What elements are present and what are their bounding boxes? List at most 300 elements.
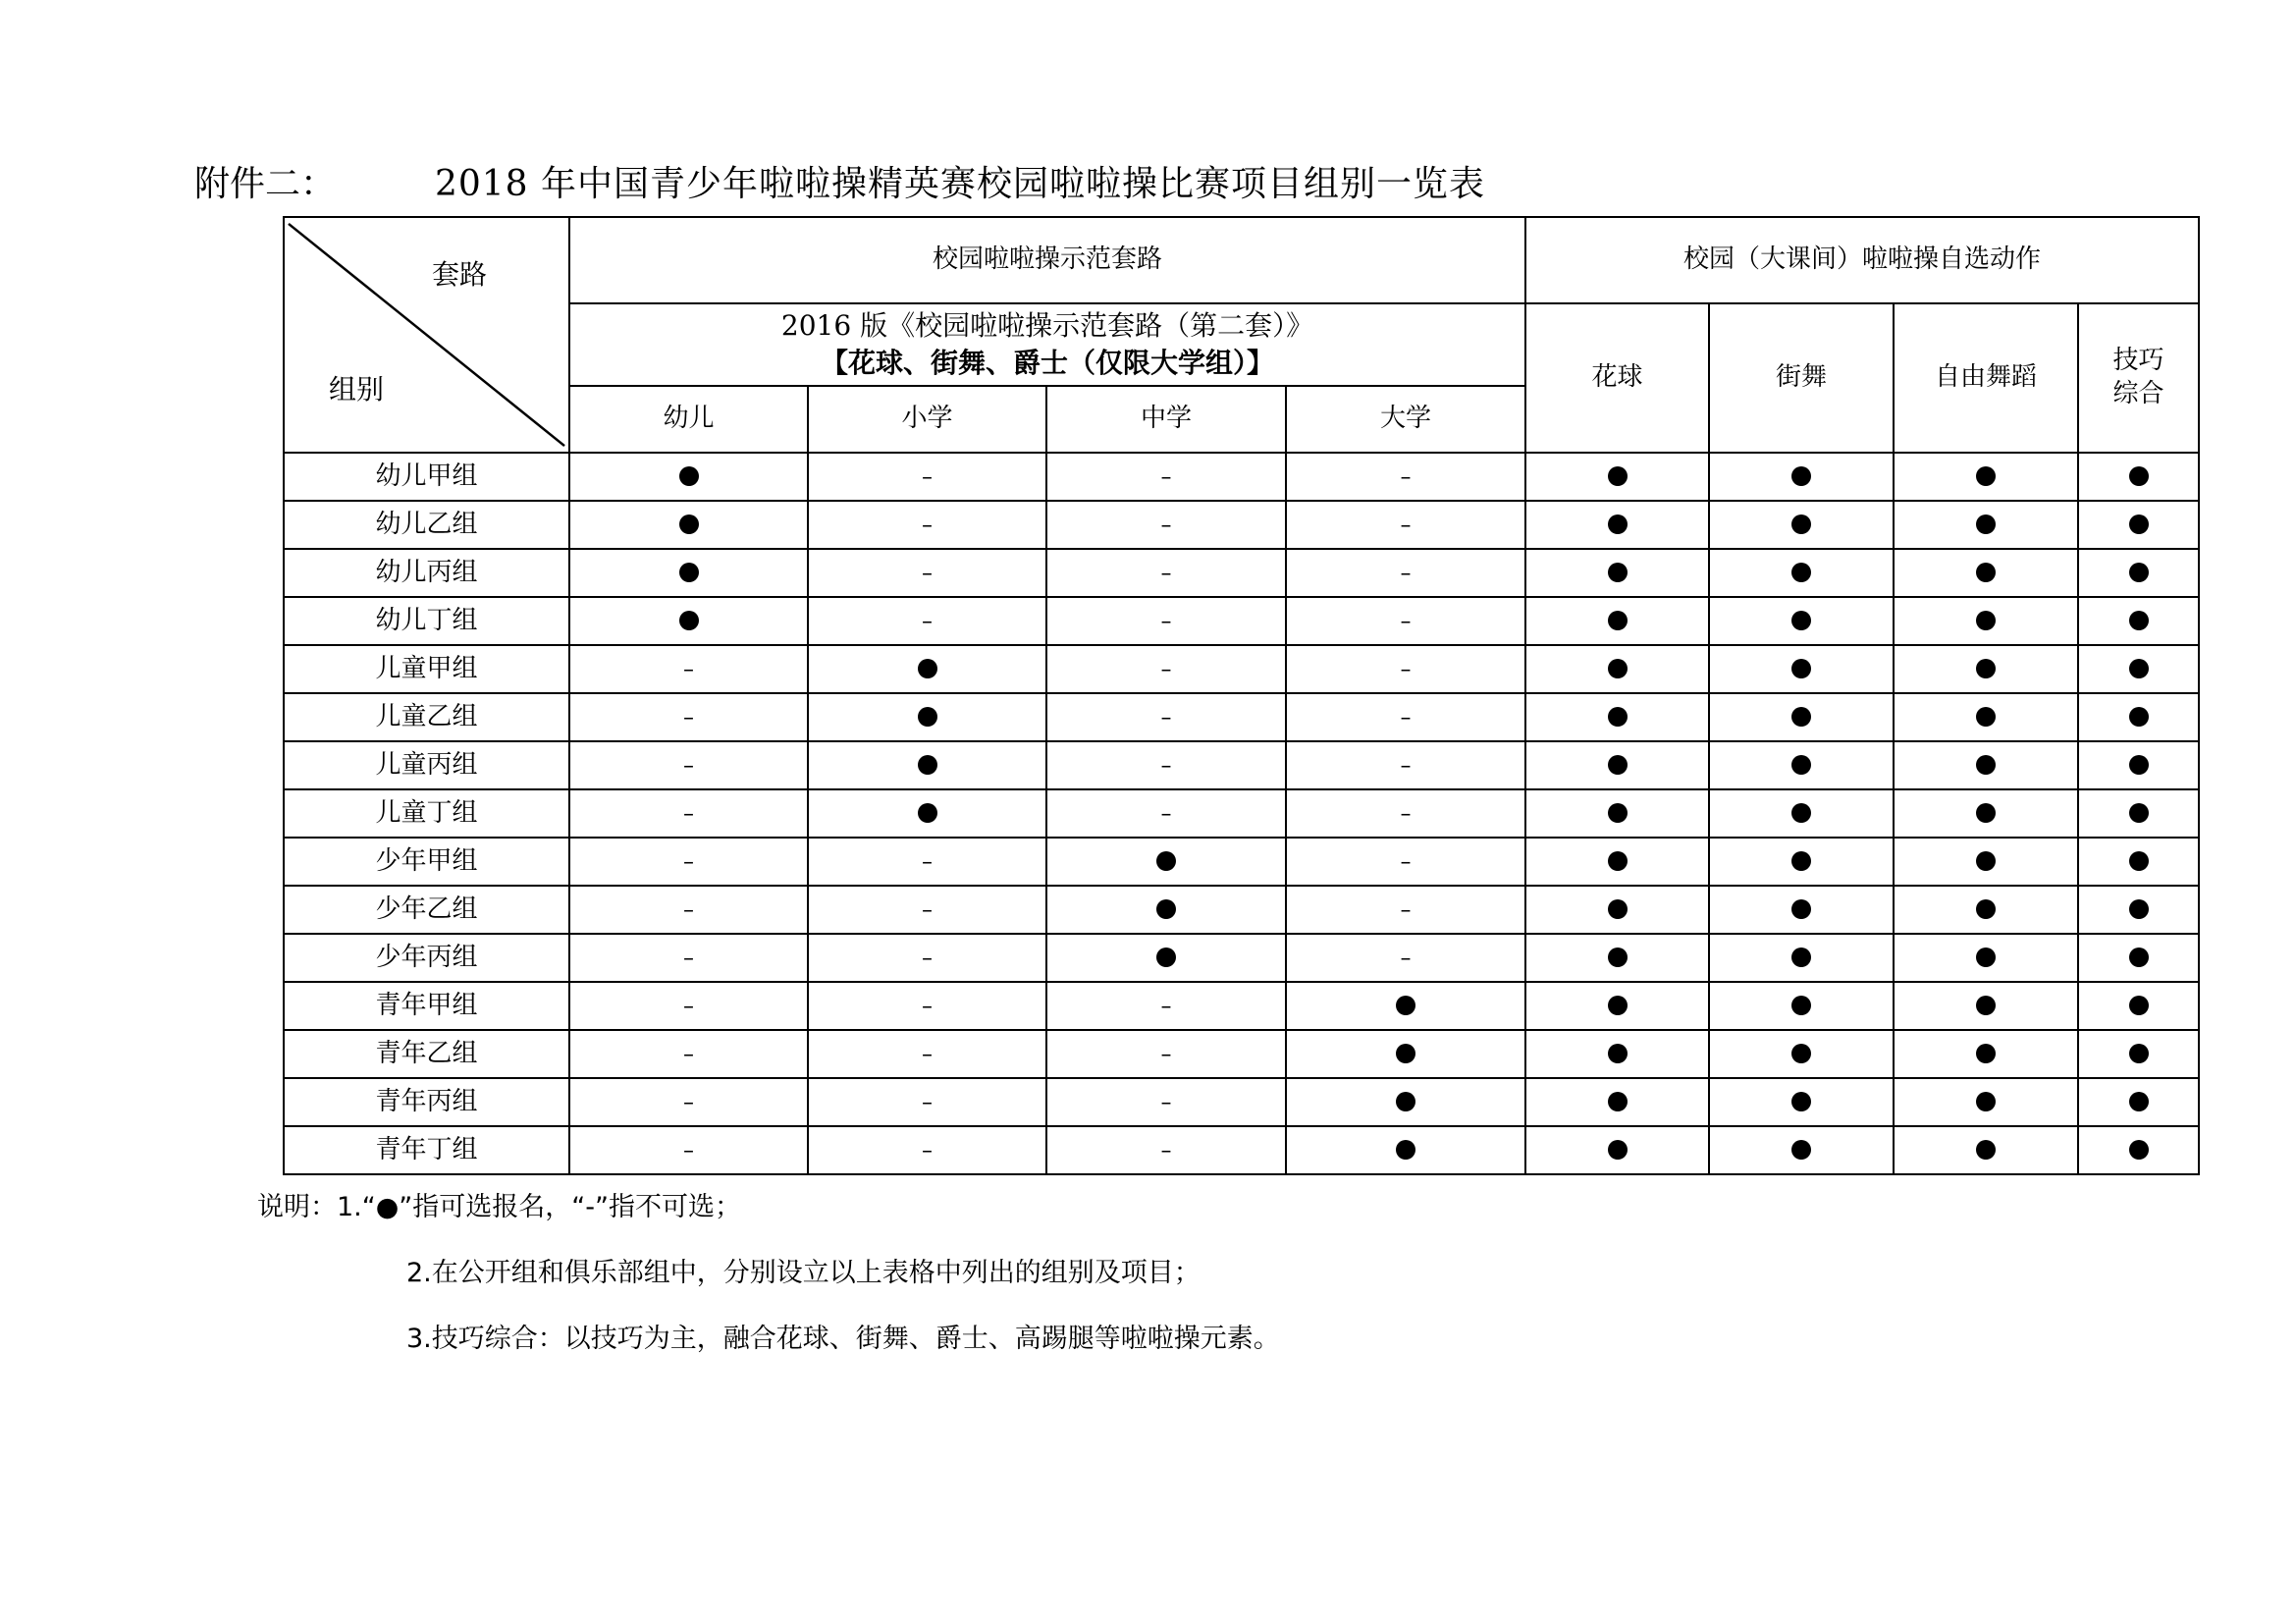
selectable-dot bbox=[2129, 1044, 2149, 1063]
table-cell bbox=[1286, 982, 1525, 1030]
table-cell bbox=[808, 741, 1046, 789]
table-cell bbox=[808, 934, 1046, 982]
not-selectable-dash: – bbox=[1400, 705, 1412, 731]
selectable-dot bbox=[1608, 803, 1628, 823]
selectable-dot bbox=[1396, 1044, 1415, 1063]
column-header-skill-combo bbox=[2078, 303, 2199, 453]
demo-version-header bbox=[569, 303, 1525, 386]
skill-combo-line-2: 综合 bbox=[2112, 379, 2164, 408]
not-selectable-dash: – bbox=[683, 1138, 694, 1164]
not-selectable-dash: – bbox=[683, 1042, 694, 1067]
selectable-dot bbox=[1976, 899, 1996, 919]
table-row bbox=[284, 789, 2199, 838]
table-cell bbox=[1894, 838, 2078, 886]
column-header-university: 大学 bbox=[1286, 386, 1525, 453]
not-selectable-dash: – bbox=[683, 994, 694, 1019]
table-cell bbox=[1709, 789, 1894, 838]
table-cell bbox=[1286, 838, 1525, 886]
notes-prefix: 说明： bbox=[257, 1192, 337, 1222]
selectable-dot bbox=[679, 466, 699, 486]
table-cell bbox=[569, 645, 808, 693]
table-cell bbox=[808, 1126, 1046, 1174]
table-cell bbox=[1046, 789, 1286, 838]
selectable-dot bbox=[1791, 1140, 1811, 1160]
selectable-dot bbox=[1791, 514, 1811, 534]
selectable-dot bbox=[1608, 611, 1628, 630]
not-selectable-dash: – bbox=[1400, 801, 1412, 827]
selectable-dot bbox=[1791, 755, 1811, 775]
not-selectable-dash: – bbox=[922, 561, 933, 586]
diagonal-header-cell bbox=[284, 217, 569, 453]
not-selectable-dash: – bbox=[1400, 657, 1412, 682]
selectable-dot bbox=[1791, 1044, 1811, 1063]
row-group-name: 少年乙组 bbox=[284, 886, 569, 934]
table-cell bbox=[569, 886, 808, 934]
not-selectable-dash: – bbox=[683, 801, 694, 827]
document-heading bbox=[194, 160, 1726, 209]
table-cell bbox=[1525, 1030, 1709, 1078]
skill-combo-line-1: 技巧 bbox=[2112, 346, 2164, 376]
table-cell bbox=[1286, 597, 1525, 645]
selectable-dot bbox=[2129, 899, 2149, 919]
row-group-name: 儿童甲组 bbox=[284, 645, 569, 693]
selectable-dot bbox=[1608, 755, 1628, 775]
table-cell bbox=[2078, 501, 2199, 549]
table-cell bbox=[1894, 886, 2078, 934]
table-cell bbox=[2078, 789, 2199, 838]
table-cell bbox=[2078, 982, 2199, 1030]
not-selectable-dash: – bbox=[1160, 464, 1172, 490]
not-selectable-dash: – bbox=[1400, 897, 1412, 923]
table-cell bbox=[1046, 549, 1286, 597]
table-cell bbox=[1894, 453, 2078, 501]
selectable-dot bbox=[2129, 1092, 2149, 1111]
selectable-dot bbox=[2129, 851, 2149, 871]
selectable-dot bbox=[1976, 803, 1996, 823]
selectable-dot bbox=[918, 755, 937, 775]
diagonal-top-label: 套路 bbox=[432, 258, 488, 291]
table-cell bbox=[1046, 934, 1286, 982]
selectable-dot bbox=[2129, 707, 2149, 727]
row-group-name: 青年丁组 bbox=[284, 1126, 569, 1174]
table-cell bbox=[1046, 501, 1286, 549]
table-cell bbox=[1709, 453, 1894, 501]
note-line-3 bbox=[406, 1320, 1280, 1359]
selectable-dot bbox=[1396, 996, 1415, 1015]
not-selectable-dash: – bbox=[683, 753, 694, 779]
not-selectable-dash: – bbox=[1160, 753, 1172, 779]
selectable-dot bbox=[1156, 947, 1176, 967]
not-selectable-dash: – bbox=[1160, 994, 1172, 1019]
table-cell bbox=[1525, 693, 1709, 741]
table-cell bbox=[569, 1078, 808, 1126]
selectable-dot bbox=[1156, 851, 1176, 871]
selectable-dot bbox=[1976, 851, 1996, 871]
table-cell bbox=[1525, 934, 1709, 982]
selectable-dot bbox=[1608, 563, 1628, 582]
table-cell bbox=[808, 1030, 1046, 1078]
table-cell bbox=[808, 549, 1046, 597]
row-group-name: 少年丙组 bbox=[284, 934, 569, 982]
table-cell bbox=[569, 789, 808, 838]
note-item-3: 3.技巧综合：以技巧为主，融合花球、街舞、爵士、高踢腿等啦啦操元素。 bbox=[406, 1324, 1280, 1354]
selectable-dot bbox=[1791, 466, 1811, 486]
selectable-dot bbox=[679, 611, 699, 630]
note-line-1 bbox=[257, 1188, 741, 1227]
column-header-free-dance: 自由舞蹈 bbox=[1894, 303, 2078, 453]
table-cell bbox=[569, 741, 808, 789]
diagonal-bottom-label: 组别 bbox=[329, 373, 385, 406]
selectable-dot bbox=[1608, 947, 1628, 967]
table-cell bbox=[1525, 549, 1709, 597]
table-cell bbox=[2078, 645, 2199, 693]
selectable-dot bbox=[1791, 851, 1811, 871]
free-routine-group-header: 校园（大课间）啦啦操自选动作 bbox=[1525, 217, 2199, 303]
selectable-dot bbox=[1608, 707, 1628, 727]
not-selectable-dash: – bbox=[922, 897, 933, 923]
not-selectable-dash: – bbox=[1160, 1090, 1172, 1115]
row-group-name: 幼儿甲组 bbox=[284, 453, 569, 501]
table-cell bbox=[1286, 693, 1525, 741]
table-cell bbox=[569, 982, 808, 1030]
table-cell bbox=[1894, 501, 2078, 549]
table-row bbox=[284, 982, 2199, 1030]
selectable-dot bbox=[1976, 1092, 1996, 1111]
note-line-2 bbox=[406, 1254, 1201, 1293]
selectable-dot bbox=[1791, 1092, 1811, 1111]
selectable-dot bbox=[1608, 514, 1628, 534]
note-item-1: 1.“●”指可选报名，“-”指不可选； bbox=[337, 1192, 742, 1222]
table-cell bbox=[1286, 453, 1525, 501]
table-cell bbox=[1286, 886, 1525, 934]
not-selectable-dash: – bbox=[1400, 849, 1412, 875]
selectable-dot bbox=[679, 514, 699, 534]
table-cell bbox=[1709, 549, 1894, 597]
demo-items-text: 【花球、街舞、爵士（仅限大学组）】 bbox=[821, 347, 1275, 379]
table-cell bbox=[569, 1126, 808, 1174]
not-selectable-dash: – bbox=[683, 897, 694, 923]
table-cell bbox=[1709, 645, 1894, 693]
table-cell bbox=[1286, 741, 1525, 789]
diagonal-line bbox=[285, 218, 568, 452]
selectable-dot bbox=[1791, 996, 1811, 1015]
column-header-kindergarten: 幼儿 bbox=[569, 386, 808, 453]
table-cell bbox=[1286, 645, 1525, 693]
selectable-dot bbox=[1608, 1044, 1628, 1063]
selectable-dot bbox=[2129, 996, 2149, 1015]
table-cell bbox=[808, 597, 1046, 645]
competition-groups-table bbox=[283, 216, 2200, 1175]
table-cell bbox=[1709, 1126, 1894, 1174]
not-selectable-dash: – bbox=[922, 609, 933, 634]
not-selectable-dash: – bbox=[922, 849, 933, 875]
table-cell bbox=[1894, 982, 2078, 1030]
not-selectable-dash: – bbox=[922, 1090, 933, 1115]
not-selectable-dash: – bbox=[1160, 513, 1172, 538]
table-cell bbox=[1286, 1030, 1525, 1078]
table-cell bbox=[1894, 1030, 2078, 1078]
not-selectable-dash: – bbox=[683, 657, 694, 682]
table-cell bbox=[1894, 1126, 2078, 1174]
selectable-dot bbox=[1976, 563, 1996, 582]
table-cell bbox=[808, 693, 1046, 741]
table-cell bbox=[1525, 645, 1709, 693]
table-cell bbox=[1894, 934, 2078, 982]
row-group-name: 青年甲组 bbox=[284, 982, 569, 1030]
table-cell bbox=[1709, 886, 1894, 934]
table-cell bbox=[1525, 886, 1709, 934]
table-cell bbox=[808, 838, 1046, 886]
selectable-dot bbox=[2129, 803, 2149, 823]
selectable-dot bbox=[1976, 514, 1996, 534]
table-cell bbox=[808, 886, 1046, 934]
not-selectable-dash: – bbox=[1400, 513, 1412, 538]
table-cell bbox=[808, 501, 1046, 549]
table-cell bbox=[1046, 1078, 1286, 1126]
table-cell bbox=[2078, 453, 2199, 501]
demo-version-text: 2016 版《校园啦啦操示范套路（第二套）》 bbox=[780, 309, 1314, 342]
table-row bbox=[284, 693, 2199, 741]
table-row bbox=[284, 645, 2199, 693]
selectable-dot bbox=[1976, 1140, 1996, 1160]
selectable-dot bbox=[2129, 659, 2149, 678]
table-cell bbox=[2078, 886, 2199, 934]
row-group-name: 儿童丁组 bbox=[284, 789, 569, 838]
not-selectable-dash: – bbox=[1400, 561, 1412, 586]
table-cell bbox=[1894, 741, 2078, 789]
row-group-name: 儿童丙组 bbox=[284, 741, 569, 789]
table-cell bbox=[808, 789, 1046, 838]
table-row bbox=[284, 597, 2199, 645]
selectable-dot bbox=[2129, 563, 2149, 582]
table-row bbox=[284, 838, 2199, 886]
not-selectable-dash: – bbox=[683, 946, 694, 971]
table-cell bbox=[569, 838, 808, 886]
table-cell bbox=[569, 501, 808, 549]
selectable-dot bbox=[1976, 755, 1996, 775]
selectable-dot bbox=[1791, 947, 1811, 967]
table-cell bbox=[1525, 982, 1709, 1030]
table-cell bbox=[1046, 1030, 1286, 1078]
table-cell bbox=[2078, 934, 2199, 982]
selectable-dot bbox=[1608, 851, 1628, 871]
table-row bbox=[284, 741, 2199, 789]
table-cell bbox=[569, 453, 808, 501]
table-cell bbox=[1525, 1126, 1709, 1174]
table-cell bbox=[1046, 1126, 1286, 1174]
table-row bbox=[284, 934, 2199, 982]
not-selectable-dash: – bbox=[1400, 464, 1412, 490]
column-header-middle: 中学 bbox=[1046, 386, 1286, 453]
not-selectable-dash: – bbox=[922, 1042, 933, 1067]
table-cell bbox=[1046, 453, 1286, 501]
selectable-dot bbox=[1976, 996, 1996, 1015]
selectable-dot bbox=[1976, 466, 1996, 486]
table-cell bbox=[1046, 693, 1286, 741]
table-cell bbox=[2078, 693, 2199, 741]
selectable-dot bbox=[1396, 1140, 1415, 1160]
not-selectable-dash: – bbox=[683, 705, 694, 731]
column-header-pompom: 花球 bbox=[1525, 303, 1709, 453]
row-group-name: 幼儿丁组 bbox=[284, 597, 569, 645]
selectable-dot bbox=[1396, 1092, 1415, 1111]
table-cell bbox=[1046, 886, 1286, 934]
row-group-name: 幼儿丙组 bbox=[284, 549, 569, 597]
table-row bbox=[284, 1030, 2199, 1078]
table-cell bbox=[1709, 1030, 1894, 1078]
selectable-dot bbox=[1791, 563, 1811, 582]
table-cell bbox=[1525, 838, 1709, 886]
table-cell bbox=[1525, 501, 1709, 549]
selectable-dot bbox=[918, 803, 937, 823]
not-selectable-dash: – bbox=[1160, 1042, 1172, 1067]
table-cell bbox=[2078, 741, 2199, 789]
table-row bbox=[284, 549, 2199, 597]
table-row bbox=[284, 501, 2199, 549]
selectable-dot bbox=[1156, 899, 1176, 919]
selectable-dot bbox=[2129, 466, 2149, 486]
selectable-dot bbox=[918, 707, 937, 727]
selectable-dot bbox=[1791, 803, 1811, 823]
table-cell bbox=[1709, 982, 1894, 1030]
selectable-dot bbox=[1791, 899, 1811, 919]
table-cell bbox=[2078, 597, 2199, 645]
column-header-street-dance: 街舞 bbox=[1709, 303, 1894, 453]
table-cell bbox=[2078, 1078, 2199, 1126]
row-group-name: 青年乙组 bbox=[284, 1030, 569, 1078]
row-group-name: 少年甲组 bbox=[284, 838, 569, 886]
table-cell bbox=[1525, 453, 1709, 501]
demo-routine-group-header: 校园啦啦操示范套路 bbox=[569, 217, 1525, 303]
selectable-dot bbox=[2129, 755, 2149, 775]
table-cell bbox=[808, 982, 1046, 1030]
not-selectable-dash: – bbox=[1160, 1138, 1172, 1164]
table-cell bbox=[1709, 1078, 1894, 1126]
table-cell bbox=[569, 1030, 808, 1078]
not-selectable-dash: – bbox=[922, 513, 933, 538]
table-cell bbox=[1894, 693, 2078, 741]
table-cell bbox=[2078, 549, 2199, 597]
selectable-dot bbox=[1608, 659, 1628, 678]
selectable-dot bbox=[2129, 947, 2149, 967]
table-cell bbox=[2078, 838, 2199, 886]
selectable-dot bbox=[2129, 514, 2149, 534]
table-cell bbox=[1709, 934, 1894, 982]
not-selectable-dash: – bbox=[1160, 561, 1172, 586]
table-cell bbox=[1709, 693, 1894, 741]
selectable-dot bbox=[1791, 659, 1811, 678]
column-header-primary: 小学 bbox=[808, 386, 1046, 453]
table-cell bbox=[1525, 597, 1709, 645]
row-group-name: 儿童乙组 bbox=[284, 693, 569, 741]
selectable-dot bbox=[1976, 659, 1996, 678]
table-cell bbox=[1046, 838, 1286, 886]
document-title: 2018 年中国青少年啦啦操精英赛校园啦啦操比赛项目组别一览表 bbox=[434, 164, 1486, 204]
selectable-dot bbox=[1976, 947, 1996, 967]
selectable-dot bbox=[2129, 1140, 2149, 1160]
table-cell bbox=[569, 549, 808, 597]
selectable-dot bbox=[1608, 899, 1628, 919]
row-group-name: 幼儿乙组 bbox=[284, 501, 569, 549]
selectable-dot bbox=[2129, 611, 2149, 630]
selectable-dot bbox=[1976, 707, 1996, 727]
table-cell bbox=[1046, 597, 1286, 645]
table-cell bbox=[808, 645, 1046, 693]
not-selectable-dash: – bbox=[1400, 946, 1412, 971]
not-selectable-dash: – bbox=[1400, 609, 1412, 634]
not-selectable-dash: – bbox=[922, 994, 933, 1019]
table-cell bbox=[808, 453, 1046, 501]
not-selectable-dash: – bbox=[1160, 657, 1172, 682]
table-cell bbox=[569, 693, 808, 741]
not-selectable-dash: – bbox=[683, 1090, 694, 1115]
selectable-dot bbox=[1608, 1140, 1628, 1160]
table-cell bbox=[569, 597, 808, 645]
table-cell bbox=[2078, 1030, 2199, 1078]
table-cell bbox=[1046, 741, 1286, 789]
table-cell bbox=[1709, 741, 1894, 789]
not-selectable-dash: – bbox=[922, 464, 933, 490]
not-selectable-dash: – bbox=[683, 849, 694, 875]
table-cell bbox=[1709, 838, 1894, 886]
table-cell bbox=[1286, 934, 1525, 982]
table-cell bbox=[1286, 501, 1525, 549]
table-body bbox=[284, 453, 2199, 1174]
table-cell bbox=[1894, 645, 2078, 693]
not-selectable-dash: – bbox=[1160, 801, 1172, 827]
table-cell bbox=[1894, 549, 2078, 597]
not-selectable-dash: – bbox=[922, 946, 933, 971]
table-cell bbox=[1709, 501, 1894, 549]
selectable-dot bbox=[1608, 1092, 1628, 1111]
table-cell bbox=[1894, 1078, 2078, 1126]
table-cell bbox=[808, 1078, 1046, 1126]
not-selectable-dash: – bbox=[1160, 609, 1172, 634]
table-cell bbox=[1046, 645, 1286, 693]
table-row bbox=[284, 453, 2199, 501]
not-selectable-dash: – bbox=[1400, 753, 1412, 779]
selectable-dot bbox=[1608, 996, 1628, 1015]
table-cell bbox=[1046, 982, 1286, 1030]
table-cell bbox=[1525, 741, 1709, 789]
table-cell bbox=[1286, 1126, 1525, 1174]
selectable-dot bbox=[1608, 466, 1628, 486]
note-item-2: 2.在公开组和俱乐部组中，分别设立以上表格中列出的组别及项目； bbox=[406, 1258, 1201, 1288]
table-cell bbox=[569, 934, 808, 982]
table-cell bbox=[1525, 789, 1709, 838]
table-cell bbox=[2078, 1126, 2199, 1174]
table-cell bbox=[1286, 789, 1525, 838]
not-selectable-dash: – bbox=[1160, 705, 1172, 731]
not-selectable-dash: – bbox=[922, 1138, 933, 1164]
row-group-name: 青年丙组 bbox=[284, 1078, 569, 1126]
table-cell bbox=[1894, 789, 2078, 838]
table-cell bbox=[1525, 1078, 1709, 1126]
table-cell bbox=[1286, 549, 1525, 597]
table-row bbox=[284, 1126, 2199, 1174]
selectable-dot bbox=[1791, 707, 1811, 727]
selectable-dot bbox=[679, 563, 699, 582]
selectable-dot bbox=[1976, 611, 1996, 630]
table-cell bbox=[1894, 597, 2078, 645]
attachment-label: 附件二： bbox=[194, 164, 337, 204]
table-row bbox=[284, 886, 2199, 934]
selectable-dot bbox=[1791, 611, 1811, 630]
table-cell bbox=[1709, 597, 1894, 645]
table-cell bbox=[1286, 1078, 1525, 1126]
table-row bbox=[284, 1078, 2199, 1126]
selectable-dot bbox=[918, 659, 937, 678]
